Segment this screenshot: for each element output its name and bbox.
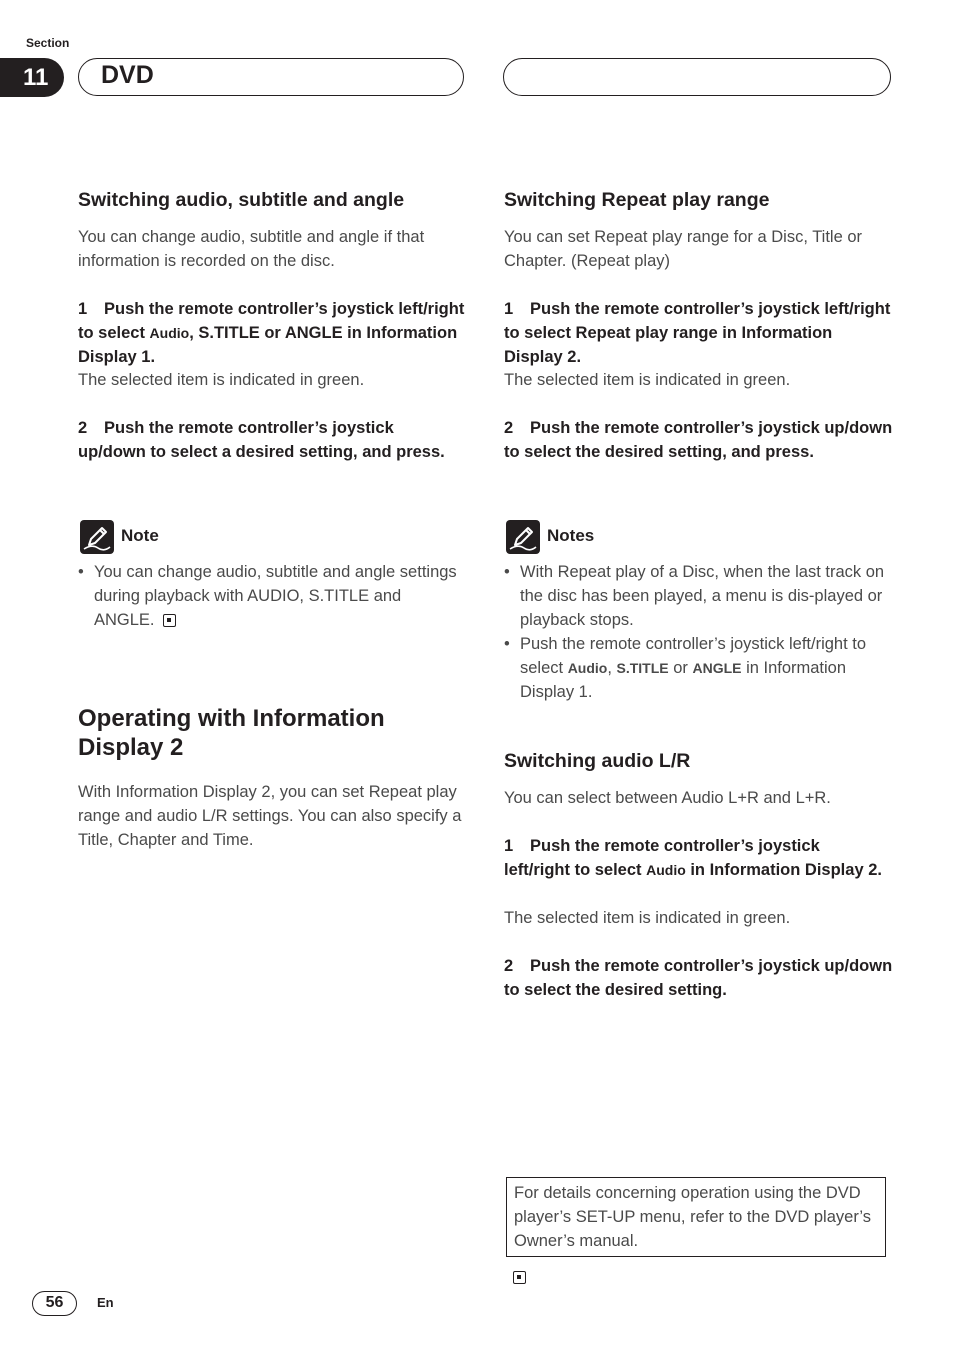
page-number: 56 (32, 1291, 77, 1316)
step-1-result: The selected item is indicated in green. (78, 371, 365, 389)
step-2-repeat-range: 2 Push the remote controller’s joystick up/down to select the desired setting, and press. (504, 416, 894, 464)
list-item: • You can change audio, subtitle and angle settings during playback with AUDIO, S.TITLE and ANGLE. (78, 560, 463, 632)
intro-audio-subtitle-angle: You can change audio, subtitle and angle if that information is recorded on the disc. (78, 228, 425, 270)
angle-label: ANGLE (692, 660, 742, 676)
note-list (78, 560, 463, 632)
step-2-audio-subtitle-angle: 2 Push the remote controller’s joystick up/down to select a desired setting, and press. (78, 416, 458, 464)
heading-info-display-2: Operating with Information Display 2 (78, 705, 385, 761)
list-item: • Push the remote controller’s joystick left/right to select Audio, S.TITLE or ANGLE in Information Display 1. (504, 632, 894, 704)
chapter-title-box (78, 58, 464, 96)
pencil-note-icon (506, 520, 540, 554)
language-code: En (97, 1295, 114, 1310)
step-number: 1 (78, 300, 88, 318)
audio-label: Audio (567, 660, 608, 676)
audio-label: Audio (646, 862, 686, 878)
right-column (504, 189, 894, 212)
end-mark (505, 1269, 526, 1287)
step-1-audio-lr: 1 Push the remote controller’s joystick left/right to select Audio in Information Display 2. (504, 834, 884, 882)
step-number: 2 (78, 419, 88, 437)
chapter-title: DVD (101, 61, 154, 89)
empty-title-box (503, 58, 891, 96)
step-2-audio-lr: 2 Push the remote controller’s joystick up/down to select the desired setting. (504, 954, 894, 1002)
notes-list (504, 560, 894, 704)
info-display2-section (78, 704, 468, 762)
intro-audio-lr: You can select between Audio L+R and L+R. (504, 789, 831, 807)
step-number: 2 (504, 419, 514, 437)
heading-repeat-range: Switching Repeat play range (504, 189, 770, 211)
section-number-tab: 11 (0, 58, 64, 97)
section-label: Section (26, 36, 70, 50)
step-number: 1 (504, 300, 514, 318)
setup-menu-info-box: For details concerning operation using the DVD player’s SET-UP menu, refer to the DVD player’s Owner’s manual. (506, 1177, 886, 1257)
pencil-note-icon (80, 520, 114, 554)
step-number: 1 (504, 837, 514, 855)
end-mark-icon (513, 1271, 526, 1284)
intro-repeat-range: You can set Repeat play range for a Disc, Title or Chapter. (Repeat play) (504, 228, 863, 270)
end-mark-icon (163, 614, 176, 627)
heading-audio-subtitle-angle: Switching audio, subtitle and angle (78, 189, 405, 211)
step-1-audio-subtitle-angle: 1 Push the remote controller’s joystick left/right to select Audio, S.TITLE or ANGLE in Information Display 1. (78, 297, 468, 369)
audio-lr-section (504, 750, 894, 773)
step-1-result: The selected item is indicated in green. (504, 909, 791, 927)
heading-audio-lr: Switching audio L/R (504, 750, 691, 772)
step-number: 2 (504, 957, 514, 975)
note-heading: Note (121, 526, 159, 545)
step-1-repeat-range: 1 Push the remote controller’s joystick left/right to select Repeat play range in Information Display 2. (504, 297, 894, 369)
notes-heading: Notes (547, 526, 595, 545)
audio-label: Audio (149, 325, 190, 341)
left-column (78, 189, 468, 212)
list-item: • With Repeat play of a Disc, when the last track on the disc has been played, a menu is dis-played or playback stops. (504, 560, 894, 632)
stitle-label: S.TITLE (616, 660, 669, 676)
info-display2-body: With Information Display 2, you can set Repeat play range and audio L/R settings. You can also specify a Title, Chapter and Time. (78, 783, 462, 849)
step-1-result: The selected item is indicated in green. (504, 371, 791, 389)
